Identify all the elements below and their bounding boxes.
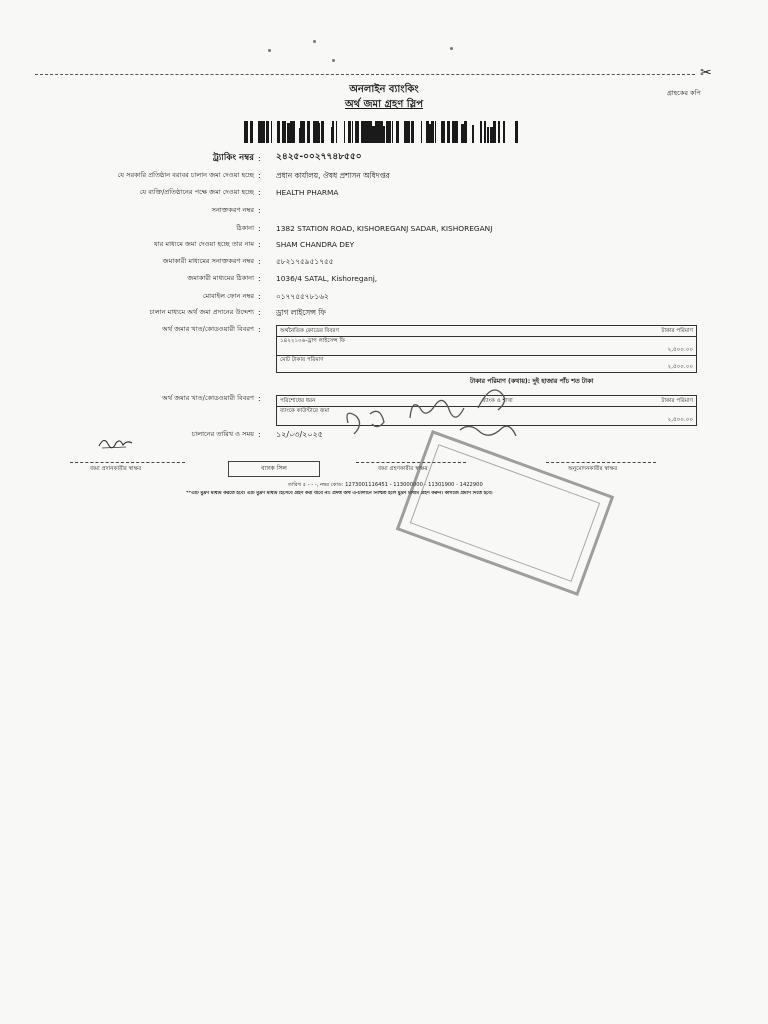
table-total-label: মোট টাকার পরিমাণ <box>277 356 551 373</box>
table-cell: ১৪২২১০৬-ড্রাগ লাইসেন্স ফি <box>277 337 551 356</box>
table-cell: ২,৫০০.০০ <box>562 407 697 426</box>
tracking-number-value: ২৪২৫-০০২৭৭৪৮৫৫০ <box>276 152 362 162</box>
address-label: ঠিকানা <box>236 224 254 232</box>
field-colon: : <box>258 430 261 439</box>
receiver-signature-label: জমা গ্রহণকারীর স্বাক্ষর <box>378 466 428 472</box>
approver-signature-line <box>546 462 656 463</box>
stray-mark <box>450 47 453 50</box>
table-total-value: ২,৫০০.০০ <box>551 356 697 373</box>
table-row <box>277 356 697 373</box>
challan-date-label: চালানের তারিখ ও সময় <box>191 430 254 438</box>
field-colon: : <box>258 257 261 266</box>
govt-institution-label: যে সরকারি প্রতিষ্ঠান বরাবর চালান জমা দেওয়া হচ্ছে <box>117 171 254 179</box>
depositor-name-value: SHAM CHANDRA DEY <box>276 240 355 249</box>
field-colon: : <box>258 206 261 215</box>
govt-institution-value: প্রধান কার্যালয়, ঔষধ প্রশাসন অধিদপ্তর <box>276 171 390 180</box>
field-colon: : <box>258 240 261 249</box>
barcode-image <box>244 121 518 143</box>
on-behalf-of-label: যে ব্যক্তি/প্রতিষ্ঠানের পক্ষে জমা দেওয়া হচ্ছে <box>139 188 254 196</box>
depositor-signature-line <box>70 462 185 463</box>
table-cell: ব্যাংকে কাউন্টারে জমা <box>277 407 434 426</box>
payment-breakdown-label: অর্থ জমার খাত/কোডওয়ারী বিবরণ <box>162 394 254 402</box>
breakdown-label: অর্থ জমার খাত/কোডওয়ারী বিবরণ <box>162 325 254 333</box>
stray-mark <box>332 59 335 62</box>
copy-label: গ্রাহকের কপি <box>667 89 701 97</box>
mobile-number-value: ০১৭৭৫৫৭৮১৬২ <box>276 292 329 301</box>
code-breakdown-table <box>276 325 697 373</box>
address-value: 1382 STATION ROAD, KISHOREGANJ SADAR, KISHOREGANJ <box>276 224 493 233</box>
tracking-number-label: ট্র্যাকিং নম্বর <box>212 153 254 163</box>
cut-line <box>35 74 695 75</box>
field-colon: : <box>258 154 261 163</box>
document-title: অনলাইন ব্যাংকিং <box>349 84 419 95</box>
field-colon: : <box>258 171 261 180</box>
depositor-id-value: ৫৮২১৭৫৯৫১৭৫৫ <box>276 257 334 266</box>
footer-code-line: তারিখ ৫ - - -, নম্বর কোড: 1273001116451 - 113000000 - 11301900 - 1422900 <box>288 482 483 488</box>
scissors-icon: ✂ <box>700 65 712 81</box>
document-subtitle: অর্থ জমা গ্রহণ স্লিপ <box>344 99 423 110</box>
bank-seal-box: ব্যাংক সিল <box>228 461 320 477</box>
table-row <box>277 326 697 337</box>
footer-note: **এটি মুদ্রণ মাধ্যম করতে হবে। এটি মুদ্রণ মাধ্যম হিসেবে গ্রহণ করা যাবে না। প্রদত্ত অর্থ এ-চালানে নিশ্চিত হলে মুদ্রণ মাধ্যম গ্রহণ করুন। কাগজে প্রমাণ দিতে হবে। <box>186 491 493 496</box>
table-cell: ২,৫০০.০০ <box>551 337 697 356</box>
table-row <box>277 337 697 356</box>
table-header-cell: অর্থনৈতিক কোডের বিবরণ <box>277 326 551 337</box>
purpose-label: চালান মাধ্যমে অর্থ জমা প্রদানের উদ্দেশ্য <box>149 308 254 316</box>
depositor-address-value: 1036/4 SATAL, Kishoreganj, <box>276 274 378 283</box>
stray-mark <box>268 49 271 52</box>
approver-signature-label: অনুমোদনকারীর স্বাক্ষর <box>568 466 618 472</box>
depositor-name-label: যার মাধ্যমে জমা দেওয়া হচ্ছে তার নাম <box>153 240 254 248</box>
field-colon: : <box>258 224 261 233</box>
field-colon: : <box>258 394 261 403</box>
amount-in-words: টাকার পরিমাণ (কথায়): দুই হাজার পাঁচ শত টাকা <box>470 378 594 385</box>
table-header-cell: ব্যাংক ও শাখা <box>433 396 562 407</box>
on-behalf-of-value: HEALTH PHARMA <box>276 188 339 197</box>
purpose-value: ড্রাগ লাইসেন্স ফি <box>276 308 326 317</box>
stray-mark <box>313 40 316 43</box>
depositor-signature-image <box>96 434 136 452</box>
field-colon: : <box>258 188 261 197</box>
identification-number-label: সনাক্তকরণ নম্বর <box>211 206 254 214</box>
field-colon: : <box>258 308 261 317</box>
mobile-number-label: মোবাইল ফোন নম্বর <box>202 292 254 300</box>
field-colon: : <box>258 325 261 334</box>
depositor-signature-label: জমা প্রদানকারীর স্বাক্ষর <box>90 466 142 472</box>
depositor-address-label: জমাকারী মাধ্যমের ঠিকানা <box>187 274 254 282</box>
table-header-cell: পরিশোধের ধরন <box>277 396 434 407</box>
table-header-cell: টাকার পরিমাণ <box>551 326 697 337</box>
field-colon: : <box>258 274 261 283</box>
challan-date-value: ১২/০৩/২০২৫ <box>276 430 323 439</box>
table-header-cell: টাকার পরিমাণ <box>562 396 697 407</box>
field-colon: : <box>258 292 261 301</box>
depositor-id-label: জমাকারী মাধ্যমের সনাক্তকরণ নম্বর <box>162 257 254 265</box>
